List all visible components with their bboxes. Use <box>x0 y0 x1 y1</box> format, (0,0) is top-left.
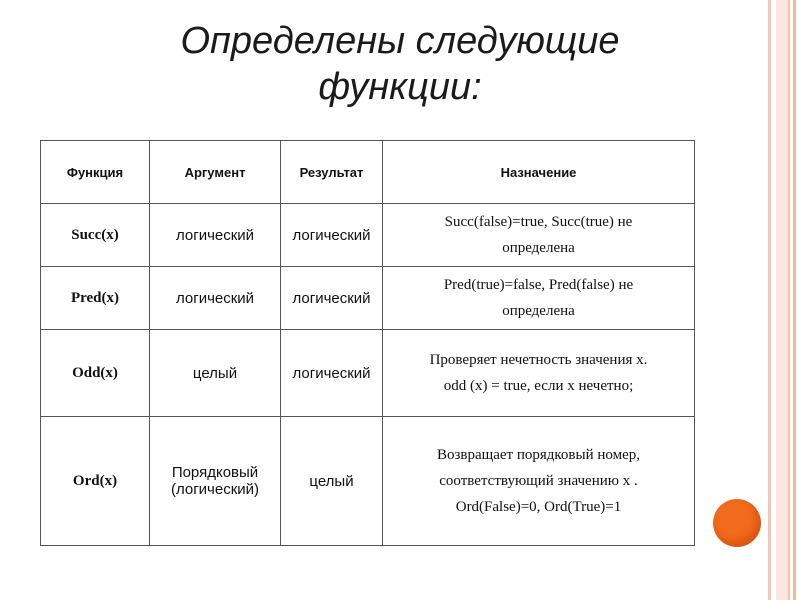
purpose-line: Ord(False)=0, Ord(True)=1 <box>455 499 622 515</box>
cell-function: Ord(x) <box>41 417 150 546</box>
table-row <box>41 417 695 546</box>
header-purpose: Назначение <box>383 141 695 204</box>
slide-title <box>60 18 740 110</box>
title-line-1: Определены следующие <box>180 20 620 62</box>
table-row <box>41 267 695 330</box>
cell-function: Succ(x) <box>41 204 150 267</box>
cell-purpose <box>383 267 695 330</box>
header-function: Функция <box>41 141 150 204</box>
table-row <box>41 330 695 417</box>
purpose-line: определена <box>502 303 575 319</box>
table-header-row <box>41 141 695 204</box>
stripe <box>768 0 771 600</box>
cell-argument: логический <box>150 267 281 330</box>
decorative-stripes <box>762 0 800 600</box>
purpose-line: определена <box>502 240 575 256</box>
header-result: Результат <box>281 141 383 204</box>
table-row <box>41 204 695 267</box>
cell-argument: логический <box>150 204 281 267</box>
cell-function: Odd(x) <box>41 330 150 417</box>
cell-purpose <box>383 417 695 546</box>
purpose-line: Возвращает порядковый номер, <box>436 447 640 463</box>
cell-result: логический <box>281 330 383 417</box>
cell-argument <box>150 417 281 546</box>
purpose-line: odd (x) = true, если x нечетно; <box>443 378 634 394</box>
purpose-line: Проверяет нечетность значения x. <box>429 352 648 368</box>
purpose-line: Succ(false)=true, Succ(true) не <box>444 214 633 230</box>
stripe <box>793 0 796 600</box>
purpose-line: Pred(true)=false, Pred(false) не <box>443 277 634 293</box>
header-argument: Аргумент <box>150 141 281 204</box>
cell-result: целый <box>281 417 383 546</box>
stripe <box>776 0 788 600</box>
cell-result: логический <box>281 267 383 330</box>
cell-argument: целый <box>150 330 281 417</box>
functions-table <box>40 140 695 546</box>
cell-purpose <box>383 204 695 267</box>
argument-line: Порядковый <box>171 464 259 481</box>
cell-result: логический <box>281 204 383 267</box>
cell-function: Pred(x) <box>41 267 150 330</box>
decorative-orange-circle <box>713 499 761 547</box>
cell-purpose <box>383 330 695 417</box>
purpose-line: соответствующий значению x . <box>439 473 638 489</box>
stripe <box>788 0 790 600</box>
title-line-2: функции: <box>318 66 482 108</box>
argument-line: (логический) <box>170 481 260 498</box>
